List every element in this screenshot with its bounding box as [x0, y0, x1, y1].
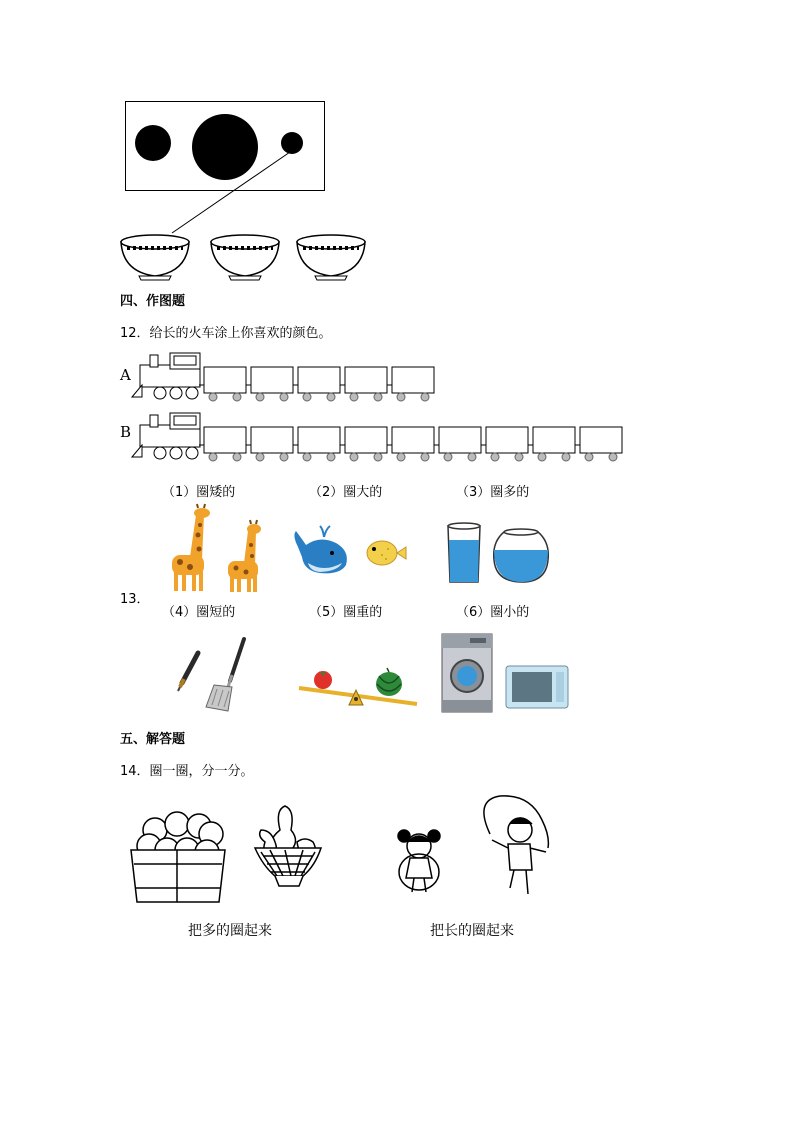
appliances-picture[interactable] [440, 632, 575, 717]
section-answer-title: 五、解答题 [120, 732, 186, 747]
tall-giraffe [172, 504, 210, 591]
large-circle [192, 114, 258, 180]
watermelon [376, 668, 402, 696]
circles-box [0, 0, 794, 290]
train-car [575, 427, 622, 461]
bowl-3 [297, 235, 365, 280]
question-12-text: 12．给长的火车涂上你喜欢的颜色。 [120, 326, 332, 341]
q14-caption-right: 把长的圈起来 [430, 923, 514, 939]
train-car [340, 427, 387, 461]
tall-glass [448, 523, 480, 582]
short-rope-girl [398, 830, 440, 892]
whale-fish-picture[interactable] [290, 525, 420, 580]
pen-spatula-picture[interactable] [170, 635, 260, 715]
spatula [206, 639, 244, 711]
q13-caption-1: （1）圈矮的 [162, 485, 236, 500]
round-bowl [494, 529, 549, 582]
seesaw-picture[interactable] [295, 660, 425, 710]
q14-caption-left: 把多的圈起来 [188, 923, 272, 939]
q13-caption-6: （6）圈小的 [456, 605, 530, 620]
pen [178, 653, 198, 691]
q13-caption-2: （2）圈大的 [309, 485, 383, 500]
microwave [506, 666, 568, 708]
skipping-kids-picture[interactable] [390, 790, 560, 910]
tomato [314, 671, 332, 689]
water-containers-picture[interactable] [440, 520, 560, 585]
train-a[interactable] [0, 345, 794, 405]
locomotive [132, 413, 200, 459]
bowl-1 [121, 235, 189, 280]
train-car [293, 427, 340, 461]
train-a-label: A [120, 366, 131, 384]
train-car [246, 427, 293, 461]
train-b-label: B [120, 423, 132, 441]
q13-caption-3: （3）圈多的 [456, 485, 530, 500]
q13-caption-5: （5）圈重的 [309, 605, 383, 620]
long-rope-boy [484, 796, 548, 894]
train-car [528, 427, 575, 461]
train-b[interactable] [0, 405, 794, 465]
short-giraffe [228, 520, 261, 592]
train-car [481, 427, 528, 461]
q13-caption-4: （4）圈短的 [162, 605, 236, 620]
question-14-text: 14．圈一圈，分一分。 [120, 764, 254, 779]
train-car [434, 427, 481, 461]
bowl-2 [211, 235, 279, 280]
pear-basket [255, 806, 321, 886]
question-13-number: 13． [120, 592, 150, 607]
fruit-baskets-picture[interactable] [125, 800, 335, 910]
locomotive [132, 353, 200, 399]
giraffes-picture[interactable] [160, 505, 270, 595]
apple-basket [131, 812, 225, 902]
small-circle [281, 132, 303, 154]
whale [294, 526, 346, 573]
pufferfish [367, 541, 406, 565]
section-draw-title: 四、作图题 [120, 294, 186, 309]
train-car [340, 367, 387, 401]
train-car [387, 427, 434, 461]
train-car [199, 367, 246, 401]
washing-machine [442, 634, 492, 712]
train-car [246, 367, 293, 401]
train-car [199, 427, 246, 461]
medium-circle [135, 125, 171, 161]
train-car [387, 367, 434, 401]
train-car [293, 367, 340, 401]
